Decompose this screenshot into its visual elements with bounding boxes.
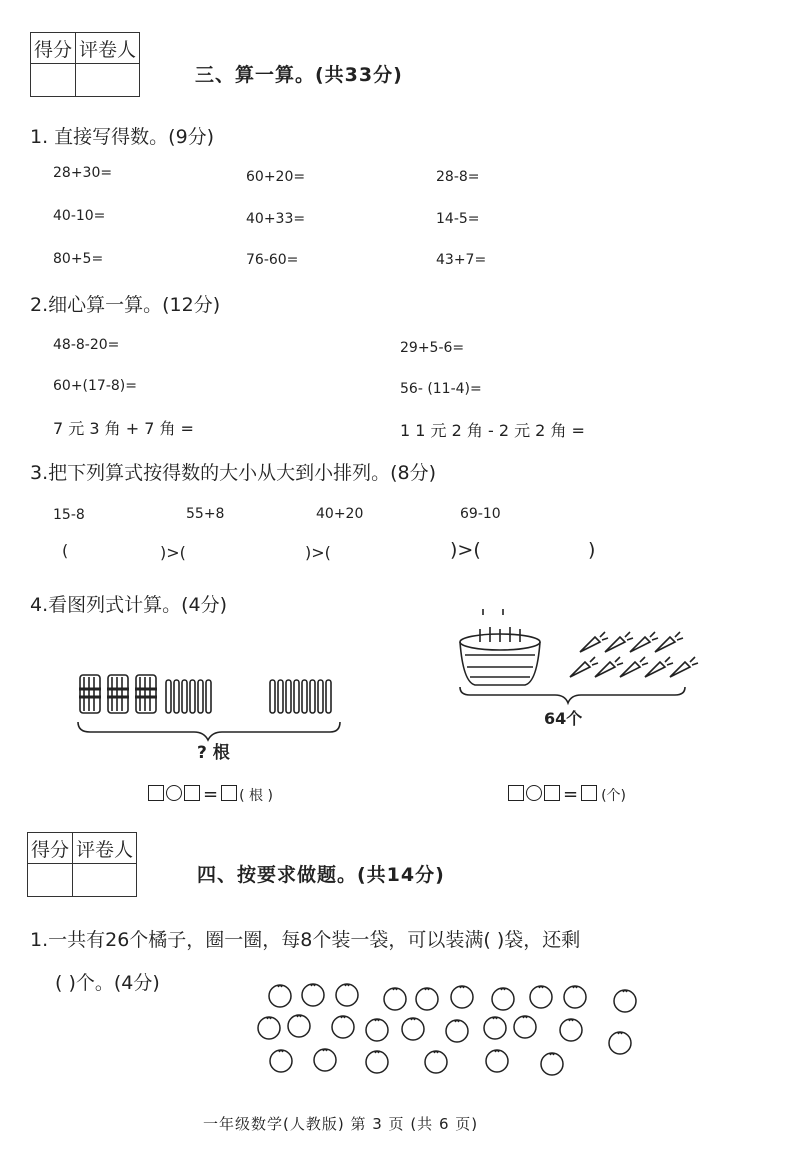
- orange-stem-icon: [539, 987, 543, 989]
- expression: 55+8: [186, 506, 225, 522]
- answer-blank[interactable]: )>(: [450, 539, 481, 561]
- page-footer: 一年级数学(人教版) 第 3 页 (共 6 页): [203, 1115, 479, 1133]
- answer-box[interactable]: [508, 785, 524, 801]
- expression: 40+20: [316, 506, 364, 522]
- question-text: ( )个。(4分): [55, 972, 160, 994]
- section-title: 三、算一算。(共33分): [195, 64, 403, 86]
- orange-icon: [336, 984, 358, 1006]
- orange-icon: [416, 988, 438, 1010]
- orange-stem-icon: [267, 1018, 271, 1020]
- orange-stem-icon: [618, 1033, 622, 1035]
- orange-icon: [541, 1053, 563, 1075]
- equals-sign: =: [203, 784, 219, 805]
- problem: 7 元 3 角 + 7 角 =: [53, 419, 194, 438]
- orange-stem-icon: [550, 1054, 554, 1056]
- operator-circle[interactable]: [526, 785, 542, 801]
- answer-box[interactable]: [581, 785, 597, 801]
- unit-label: ( 根 ): [239, 788, 273, 804]
- single-sticks-icon: [270, 680, 331, 713]
- orange-icon: [609, 1032, 631, 1054]
- problem: 56- (11-4)=: [400, 381, 482, 397]
- orange-stem-icon: [495, 1051, 499, 1053]
- score-box: [27, 832, 137, 897]
- orange-stem-icon: [434, 1052, 438, 1054]
- answer-box[interactable]: [221, 785, 237, 801]
- orange-stem-icon: [375, 1020, 379, 1022]
- problem: 76-60=: [246, 252, 299, 268]
- orange-stem-icon: [455, 1021, 459, 1023]
- stick-bundle-icon: [79, 675, 101, 713]
- basket-icon: [460, 609, 540, 685]
- stick-bundle-icon: [107, 675, 129, 713]
- orange-icon: [560, 1019, 582, 1041]
- orange-stem-icon: [501, 989, 505, 991]
- orange-icon: [366, 1051, 388, 1073]
- answer-box[interactable]: [544, 785, 560, 801]
- orange-icon: [564, 986, 586, 1008]
- orange-icon: [451, 986, 473, 1008]
- answer-box[interactable]: [148, 785, 164, 801]
- carrot-icon: [570, 632, 698, 677]
- orange-stem-icon: [411, 1019, 415, 1021]
- orange-stem-icon: [623, 991, 627, 993]
- expression: 15-8: [53, 507, 85, 523]
- oranges-picture: [255, 978, 645, 1088]
- grader-cell[interactable]: [76, 64, 140, 97]
- expression: 69-10: [460, 506, 501, 522]
- question-label: 1. 直接写得数。(9分): [30, 126, 215, 148]
- problem: 60+(17-8)=: [53, 378, 137, 394]
- answer-equation-right[interactable]: [508, 784, 626, 805]
- problem: 14-5=: [436, 211, 480, 227]
- orange-icon: [530, 986, 552, 1008]
- problem: 1 1 元 2 角 - 2 元 2 角 =: [400, 421, 585, 440]
- orange-stem-icon: [341, 1017, 345, 1019]
- orange-stem-icon: [425, 989, 429, 991]
- problem: 43+7=: [436, 252, 487, 268]
- orange-icon: [258, 1017, 280, 1039]
- orange-stem-icon: [279, 1051, 283, 1053]
- orange-icon: [366, 1019, 388, 1041]
- orange-icon: [270, 1050, 292, 1072]
- orange-icon: [314, 1049, 336, 1071]
- orange-stem-icon: [375, 1052, 379, 1054]
- score-header: 得分: [28, 833, 73, 864]
- problem: 28-8=: [436, 169, 480, 185]
- equals-sign: =: [563, 784, 579, 805]
- orange-icon: [492, 988, 514, 1010]
- problem: 80+5=: [53, 251, 104, 267]
- section-title: 四、按要求做题。(共14分): [197, 864, 445, 886]
- problem: 60+20=: [246, 169, 306, 185]
- operator-circle[interactable]: [166, 785, 182, 801]
- orange-icon: [486, 1050, 508, 1072]
- question-label: 3.把下列算式按得数的大小从大到小排列。(8分): [30, 462, 437, 484]
- orange-stem-icon: [345, 985, 349, 987]
- orange-icon: [614, 990, 636, 1012]
- orange-icon: [402, 1018, 424, 1040]
- unit-label: (个): [601, 788, 627, 804]
- question-label: 4.看图列式计算。(4分): [30, 594, 228, 616]
- answer-blank[interactable]: )>(: [305, 543, 331, 562]
- orange-stem-icon: [460, 987, 464, 989]
- answer-blank[interactable]: )>(: [160, 543, 186, 562]
- brace-icon: [460, 687, 685, 703]
- problem: 40+33=: [246, 211, 306, 227]
- problem: 28+30=: [53, 165, 113, 181]
- orange-icon: [269, 985, 291, 1007]
- answer-box[interactable]: [184, 785, 200, 801]
- single-sticks-icon: [166, 680, 211, 713]
- answer-equation-left[interactable]: [148, 784, 273, 805]
- carrots-picture: [455, 607, 705, 707]
- grader-header: 评卷人: [73, 833, 137, 864]
- orange-icon: [302, 984, 324, 1006]
- score-cell[interactable]: [31, 64, 76, 97]
- orange-icon: [425, 1051, 447, 1073]
- problem: 40-10=: [53, 208, 106, 224]
- score-cell[interactable]: [28, 864, 73, 897]
- problem: 29+5-6=: [400, 340, 465, 356]
- question-label: 2.细心算一算。(12分): [30, 294, 221, 316]
- orange-icon: [484, 1017, 506, 1039]
- grader-cell[interactable]: [73, 864, 137, 897]
- grader-header: 评卷人: [76, 33, 140, 64]
- orange-stem-icon: [523, 1017, 527, 1019]
- orange-icon: [514, 1016, 536, 1038]
- question-text: 1.一共有26个橘子，圈一圈，每8个装一袋，可以装满( )袋，还剩: [30, 929, 581, 951]
- problem: 48-8-20=: [53, 337, 120, 353]
- orange-stem-icon: [493, 1018, 497, 1020]
- answer-blank[interactable]: (: [62, 541, 69, 560]
- orange-stem-icon: [323, 1050, 327, 1052]
- orange-stem-icon: [573, 987, 577, 989]
- stick-bundle-icon: [135, 675, 157, 713]
- score-box: [30, 32, 140, 97]
- orange-icon: [384, 988, 406, 1010]
- carrots-caption: 64个: [544, 709, 583, 728]
- orange-stem-icon: [297, 1016, 301, 1018]
- orange-icon: [446, 1020, 468, 1042]
- orange-stem-icon: [278, 986, 282, 988]
- answer-blank[interactable]: ): [588, 539, 596, 561]
- sticks-caption: ? 根: [197, 743, 230, 763]
- score-header: 得分: [31, 33, 76, 64]
- orange-icon: [288, 1015, 310, 1037]
- orange-icon: [332, 1016, 354, 1038]
- orange-stem-icon: [311, 985, 315, 987]
- orange-stem-icon: [569, 1020, 573, 1022]
- orange-stem-icon: [393, 989, 397, 991]
